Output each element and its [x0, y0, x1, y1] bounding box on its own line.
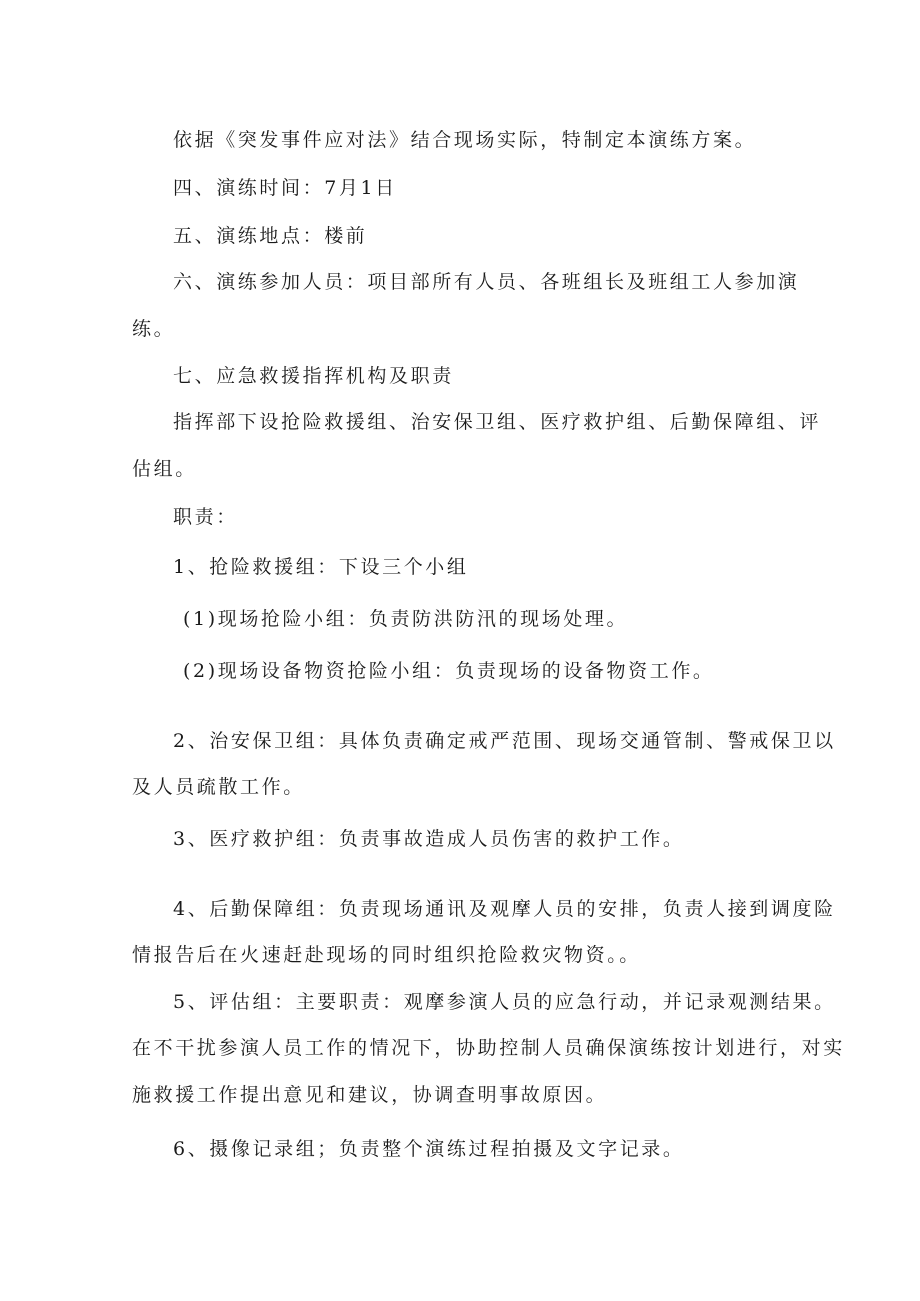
paragraph-evaluation-group-line-1: 5、评估组：主要职责：观摩参演人员的应急行动，并记录观测结果。 — [173, 991, 836, 1013]
paragraph-place-line-1: 五、演练地点：楼前 — [173, 225, 368, 247]
paragraph-rescue-sub-2-line-1: (2)现场设备物资抢险小组：负责现场的设备物资工作。 — [183, 660, 715, 682]
paragraph-evaluation-group-line-2: 在不干扰参演人员工作的情况下，协助控制人员确保演练按计划进行，对实 — [132, 1037, 845, 1059]
paragraph-groups-line-1: 指挥部下设抢险救援组、治安保卫组、医疗救护组、后勤保障组、评 — [173, 411, 822, 433]
paragraph-rescue-group-line-1: 1、抢险救援组：下设三个小组 — [173, 556, 469, 578]
paragraph-duties-heading-line-1: 职责： — [173, 506, 238, 528]
paragraph-time-line-1: 四、演练时间：7月1日 — [173, 177, 397, 199]
paragraph-recording-group-line-1: 6、摄像记录组；负责整个演练过程拍摄及文字记录。 — [173, 1138, 685, 1160]
paragraph-logistics-group-line-2: 情报告后在火速赶赴现场的同时组织抢险救灾物资。。 — [132, 944, 641, 966]
paragraph-security-group-line-1: 2、治安保卫组：具体负责确定戒严范围、现场交通管制、警戒保卫以 — [173, 730, 836, 752]
paragraph-evaluation-group-line-3: 施救援工作提出意见和建议，协调查明事故原因。 — [132, 1084, 608, 1106]
paragraph-medical-group-line-1: 3、医疗救护组：负责事故造成人员伤害的救护工作。 — [173, 828, 685, 850]
paragraph-rescue-sub-1-line-1: (1)现场抢险小组：负责防洪防汛的现场处理。 — [183, 608, 629, 630]
paragraph-participants-line-2: 练。 — [132, 318, 176, 340]
paragraph-groups-line-2: 估组。 — [132, 458, 197, 480]
paragraph-security-group-line-2: 及人员疏散工作。 — [132, 776, 305, 798]
paragraph-logistics-group-line-1: 4、后勤保障组：负责现场通讯及观摩人员的安排，负责人接到调度险 — [173, 898, 836, 920]
paragraph-participants-line-1: 六、演练参加人员：项目部所有人员、各班组长及班组工人参加演 — [173, 271, 800, 293]
paragraph-section-seven-line-1: 七、应急救援指挥机构及职责 — [173, 365, 454, 387]
paragraph-basis-line-1: 依据《突发事件应对法》结合现场实际，特制定本演练方案。 — [173, 129, 757, 151]
